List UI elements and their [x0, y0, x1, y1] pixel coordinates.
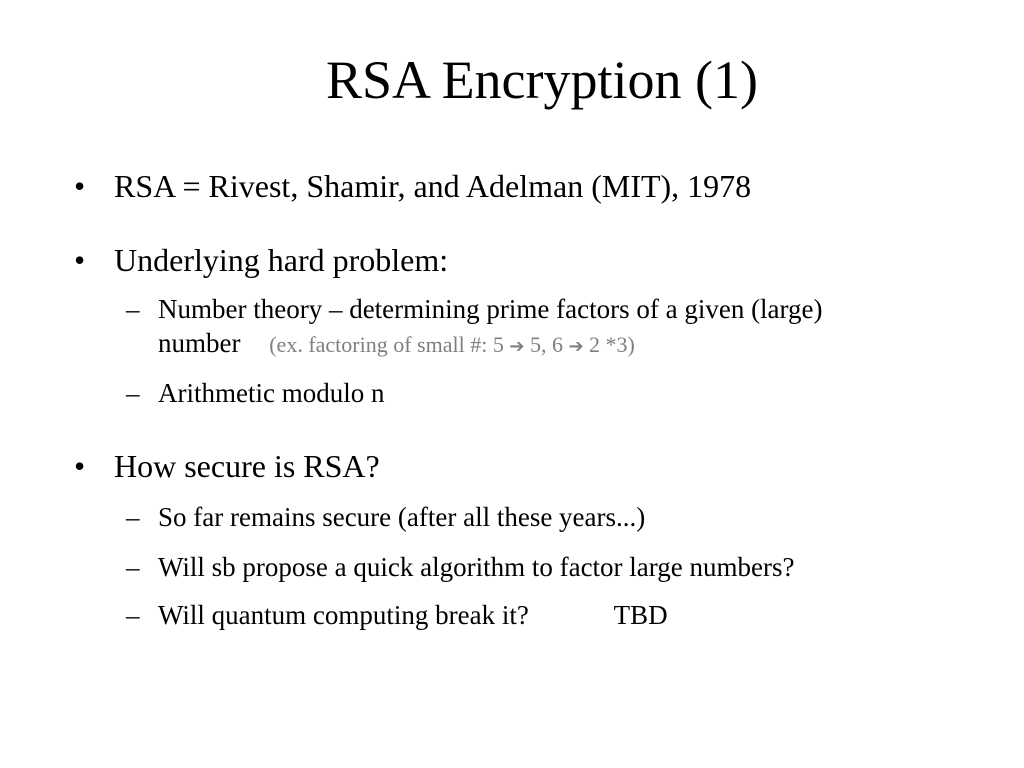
bullet-text: How secure is RSA?	[114, 448, 380, 484]
example-note-prefix: (ex. factoring of small #: 5	[269, 332, 504, 357]
sub-bullet-marker: –	[126, 600, 140, 630]
sub-bullet-marker: –	[126, 378, 140, 408]
tbd-label: TBD	[613, 600, 668, 630]
sub-bullet-text-line1: Number theory – determining prime factors of a given (large)	[158, 294, 823, 324]
bullet-item	[72, 166, 1012, 206]
sub-bullet-text: Will quantum computing break it?	[158, 600, 529, 630]
bullet-item	[72, 446, 1012, 486]
example-note-suffix: 2 *3)	[589, 332, 635, 357]
sub-bullet-item	[72, 376, 1012, 410]
sub-bullet-item	[72, 292, 1012, 364]
sub-bullet-text: Arithmetic modulo n	[158, 378, 385, 408]
sub-bullet-item	[72, 550, 1012, 584]
sub-bullet-text-line2-word: number	[158, 328, 241, 358]
bullet-marker: •	[74, 448, 86, 484]
slide-title: RSA Encryption (1)	[326, 50, 758, 110]
sub-bullet-text: Will sb propose a quick algorithm to factor large numbers?	[158, 552, 795, 582]
sub-bullet-marker: –	[126, 294, 140, 324]
sub-bullet-text: So far remains secure (after all these years...)	[158, 502, 646, 532]
bullet-text: RSA = Rivest, Shamir, and Adelman (MIT), 1978	[114, 168, 752, 204]
bullet-marker: •	[74, 242, 86, 278]
sub-bullet-marker: –	[126, 552, 140, 582]
sub-bullet-item	[72, 598, 1012, 632]
sub-bullet-text-line2	[158, 326, 1012, 364]
example-note-mid: 5, 6	[529, 332, 563, 357]
bullet-item	[72, 240, 1012, 280]
bullet-text: Underlying hard problem:	[114, 242, 449, 278]
arrow-right-icon: ➔	[509, 336, 525, 357]
bullet-list	[72, 160, 1012, 632]
arrow-right-icon: ➔	[568, 336, 584, 357]
sub-bullet-marker: –	[126, 502, 140, 532]
bullet-marker: •	[74, 168, 86, 204]
sub-bullet-item	[72, 500, 1012, 534]
example-note	[269, 332, 635, 357]
